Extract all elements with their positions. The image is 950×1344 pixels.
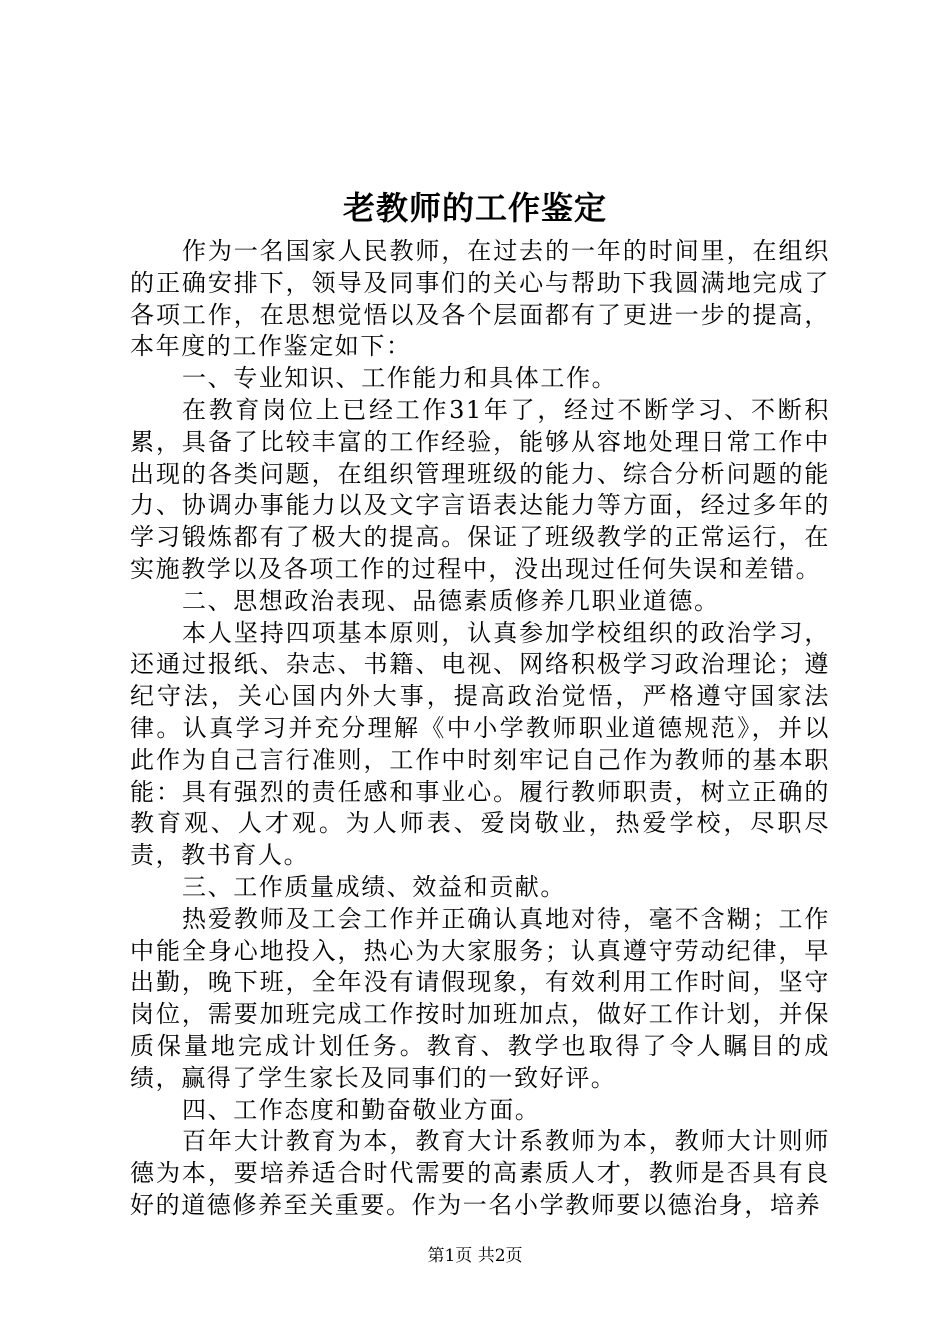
section-heading-2: 二、思想政治表现、品德素质修养几职业道德。 bbox=[182, 586, 720, 615]
paragraph-section-2: 本人坚持四项基本原则，认真参加学校组织的政治学习，还通过报纸、杂志、书籍、电视、网络积极学习政治理论；遵纪守法，关心国内外大事，提高政治觉悟，严格遵守国家法律。认真学习并充分理解《中小学教师职业道德规范》，并以此作为自己言行准则，工作中时刻牢记自己作为教师的基本职能：具有强烈的责任感和事业心。履行教师职责，树立正确的教育观、人才观。为人师表、爱岗敬业，热爱学校，尽职尽责，教书育人。 bbox=[130, 618, 830, 870]
paragraph-section-4: 百年大计教育为本，教育大计系教师为本，教师大计则师德为本，要培养适合时代需要的高素质人才，教师是否具有良好的道德修养至关重要。作为一名小学教师要以德治身，培养 bbox=[130, 1127, 830, 1219]
paragraph-section-3: 热爱教师及工会工作并正确认真地对待，毫不含糊；工作中能全身心地投入，热心为大家服务；认真遵守劳动纪律，早出勤，晚下班，全年没有请假现象，有效利用工作时间，坚守岗位，需要加班完成工作按时加班加点，做好工作计划，并保质保量地完成计划任务。教育、教学也取得了令人瞩目的成绩，赢得了学生家长及同事们的一致好评。 bbox=[130, 904, 830, 1092]
section-heading-4: 四、工作态度和勤奋敬业方面。 bbox=[182, 1095, 541, 1124]
section-heading-3: 三、工作质量成绩、效益和贡献。 bbox=[182, 872, 566, 901]
paragraph-intro: 作为一名国家人民教师，在过去的一年的时间里，在组织的正确安排下，领导及同事们的关心与帮助下我圆满地完成了各项工作，在思想觉悟以及各个层面都有了更进一步的提高，本年度的工作鉴定如下： bbox=[130, 237, 830, 361]
section-heading-1: 一、专业知识、工作能力和具体工作。 bbox=[182, 364, 618, 393]
document-body bbox=[130, 236, 830, 1222]
document-title: 老教师的工作鉴定 bbox=[342, 189, 607, 227]
paragraph-section-1: 在教育岗位上已经工作31年了，经过不断学习、不断积累，具备了比较丰富的工作经验，能够从容地处理日常工作中出现的各类问题，在组织管理班级的能力、综合分析问题的能力、协调办事能力以及文字言语表达能力等方面，经过多年的学习锻炼都有了极大的提高。保证了班级教学的正常运行，在实施教学以及各项工作的过程中，没出现过任何失误和差错。 bbox=[130, 395, 830, 583]
page-number: 第1页 共2页 bbox=[427, 1246, 523, 1266]
